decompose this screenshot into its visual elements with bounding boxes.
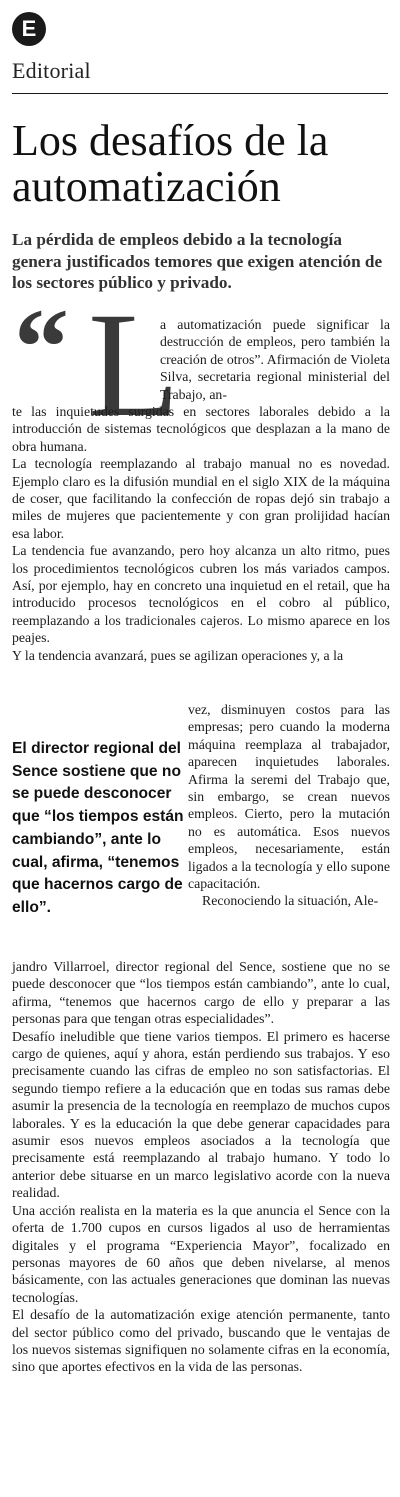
opening-quote-mark: “ bbox=[14, 286, 69, 408]
deck: La pérdida de empleos debido a la tecnología genera justificados temores que exigen atención de los sectores público y privado. bbox=[12, 230, 383, 292]
pull-quote: El director regional del Sence sostiene que no se puede desconocer que “los tiempos están cambiando”, ante lo cual, afirma, “tenemos que hacernos cargo de ello”. bbox=[12, 740, 184, 916]
drop-cap: L bbox=[88, 282, 180, 448]
paragraph-1-bottom: te las inquietudes surgidas en sectores laborales debido a la introducción de sistemas tecnológicos que desplazan a la mano de obra humana. bbox=[12, 404, 390, 454]
paragraph-8: El desafío de la automatización exige atención permanente, tanto del sector público como del privado, buscando que le ventajas de los nuevos sistemas signifiquen no solamente cifras en la economía, sino que aportes efectivos en la vida de las personas. bbox=[12, 1307, 390, 1375]
paragraph-5-rest: jandro Villarroel, director regional del Sence, sostiene que no se puede desconocer que “los tiempos están cambiando”, ante lo cual, afirma, “tenemos que hacernos cargo de ello y preparar a las personas para que tengan otras especialidades”. bbox=[12, 959, 390, 1027]
section-divider bbox=[12, 93, 388, 94]
paragraph-2: La tecnología reemplazando al trabajo manual no es novedad. Ejemplo claro es la difusión mundial en el siglo XIX de la máquina de coser, que facilitando la confección de ropas dejó sin trabajo a miles de mujeres que pacientemente y con gran prolijidad hacían esa labor. bbox=[12, 456, 390, 541]
paragraph-4-lead: Y la tendencia avanzará, pues se agilizan operaciones y, a la bbox=[12, 647, 344, 663]
paragraph-4-side: vez, disminuyen costos para las empresas; pero cuando la moderna máquina reemplaza al trabajador, aparecen inquietudes laborales. Afirma la seremi del Trabajo que, sin embargo, se crean nuevos empleos. Cierto, pero la mutación no es automática. Esos nuevos empleos, necesariamente, están ligados a la tecnología y ello supone capacitación. bbox=[188, 702, 390, 892]
section-label: Editorial bbox=[12, 58, 91, 83]
paragraph-5-side: Reconociendo la situación, Ale- bbox=[202, 893, 379, 909]
paragraph-7: Una acción realista en la materia es la que anuncia el Sence con la oferta de 1.700 cupos en cursos ligados al uso de herramientas digitales y el programa “Experiencia Mayor”, focalizado en personas mayores de 60 años que deben nivelarse, al menos básicamente, con las actuales generaciones que dominan las nuevas tecnologías. bbox=[12, 1202, 390, 1305]
section-badge: E bbox=[12, 12, 46, 46]
paragraph-6: Desafío ineludible que tiene varios tiempos. El primero es hacerse cargo de quienes, aquí y ahora, están perdiendo sus trabajos. Y eso precisamente cuando las cifras de empleo no son satisfactorias. El segundo tiempo refiere a la educación que en todas sus ramas debe asumir la presencia de la tecnología en reemplazo de muchos cupos laborales. Y es la educación la que debe generar capacidades para asumir esos nuevos empleos asociados a la tecnología que precisamente está reemplazando al trabajo humano. Y todo lo anterior debe situarse en un marco legislativo acorde con la nueva realidad. bbox=[12, 1028, 390, 1201]
body-column-side bbox=[188, 701, 390, 910]
headline: Los desafíos de la automatización bbox=[12, 116, 329, 211]
paragraph-3: La tendencia fue avanzando, pero hoy alcanza un alto ritmo, pues los procedimientos tecnológicos cubren los más variados campos. Así, por ejemplo, hay en concreto una inquietud en el retail, que ha introducido procesos tecnológicos en el cobro al público, reemplazando a los tradicionales cajeros. Lo mismo aparece en los peajes. bbox=[12, 543, 390, 646]
body-column-upper bbox=[12, 403, 390, 664]
body-column-lower bbox=[12, 958, 390, 1376]
paragraph-1-top: a automatización puede significar la destrucción de empleos, pero también la creación de otros”. Afirmación de Violeta Silva, secretaria regional ministerial del Trabajo, an- bbox=[160, 317, 390, 402]
